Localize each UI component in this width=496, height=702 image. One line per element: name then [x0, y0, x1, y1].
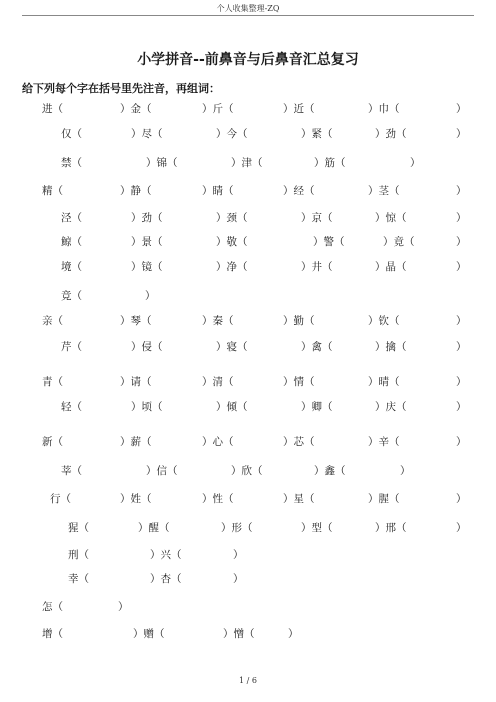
closing-paren: ）: [456, 212, 467, 224]
character-item: 行（: [50, 493, 71, 505]
closing-paren: ）: [456, 236, 467, 248]
character-item: 轻（: [61, 401, 82, 413]
character-item: 鲸（: [61, 236, 82, 248]
closing-paren: ）: [410, 157, 421, 169]
page-title: 小学拼音--前鼻音与后鼻音汇总复习: [137, 52, 359, 68]
page-number: 1 / 6: [239, 676, 257, 685]
character-item: ）今（: [216, 128, 248, 140]
character-item: 泾（: [61, 212, 82, 224]
character-item: ）侵（: [131, 341, 163, 353]
character-item: ）劲（: [131, 212, 163, 224]
closing-paren: ）: [118, 601, 129, 613]
exercise-row: [0, 571, 496, 587]
character-item: ）颈（: [216, 212, 248, 224]
closing-paren: ）: [456, 376, 467, 388]
character-item: ）姓（: [120, 493, 152, 505]
character-item: ）晴（: [368, 376, 400, 388]
character-item: ）憎（: [223, 628, 255, 640]
character-item: 竞（: [61, 290, 82, 302]
character-item: ）晶（: [375, 261, 407, 273]
closing-paren: ）: [233, 573, 244, 585]
character-item: ）情（: [283, 376, 315, 388]
character-item: ）腥（: [368, 493, 400, 505]
character-item: ）金（: [120, 103, 152, 115]
character-item: 幸（: [68, 573, 89, 585]
character-item: ）兴（: [150, 549, 182, 561]
exercise-row: [0, 434, 496, 450]
closing-paren: ）: [288, 628, 299, 640]
character-item: ）镜（: [131, 261, 163, 273]
character-item: ）寝（: [216, 341, 248, 353]
character-item: ）秦（: [202, 315, 234, 327]
character-item: 青（: [42, 376, 63, 388]
character-item: 进（: [42, 103, 63, 115]
closing-paren: ）: [456, 401, 467, 413]
closing-paren: ）: [456, 493, 467, 505]
closing-paren: ）: [456, 261, 467, 273]
exercise-row: [0, 339, 496, 355]
exercise-row: [0, 399, 496, 415]
character-item: ）净（: [216, 261, 248, 273]
character-item: ）斤（: [202, 103, 234, 115]
character-item: ）请（: [120, 376, 152, 388]
character-item: ）鑫（: [314, 465, 346, 477]
exercise-row: [0, 626, 496, 642]
exercise-row: [0, 463, 496, 479]
character-item: 禁（: [61, 157, 82, 169]
character-item: ）巾（: [368, 103, 400, 115]
exercise-row: [0, 155, 496, 171]
instruction-text: 给下列每个字在括号里先注音，再组词：: [22, 82, 220, 95]
character-item: ）京（: [301, 212, 333, 224]
closing-paren: ）: [400, 465, 411, 477]
character-item: ）惊（: [375, 212, 407, 224]
character-item: ）性（: [202, 493, 234, 505]
closing-paren: ）: [456, 103, 467, 115]
character-item: ）敬（: [216, 236, 248, 248]
character-item: ）倾（: [216, 401, 248, 413]
page-header-note: 个人收集整理-ZQ: [216, 4, 280, 13]
character-item: 亲（: [42, 315, 63, 327]
character-item: ）筋（: [314, 157, 346, 169]
character-item: 境（: [61, 261, 82, 273]
closing-paren: ）: [456, 315, 467, 327]
exercise-row: [0, 101, 496, 117]
exercise-row: [0, 313, 496, 329]
header-divider: [22, 15, 474, 16]
character-item: ）劲（: [375, 128, 407, 140]
character-item: ）赠（: [133, 628, 165, 640]
exercise-row: [0, 210, 496, 226]
character-item: 芹（: [61, 341, 82, 353]
character-item: ）竟（: [383, 236, 415, 248]
closing-paren: ）: [456, 436, 467, 448]
character-item: 仅（: [61, 128, 82, 140]
character-item: 刑（: [68, 549, 89, 561]
character-item: ）警（: [313, 236, 345, 248]
character-item: ）星（: [283, 493, 315, 505]
character-item: ）井（: [301, 261, 333, 273]
closing-paren: ）: [456, 128, 467, 140]
character-item: ）紧（: [301, 128, 333, 140]
character-item: ）静（: [120, 185, 152, 197]
character-item: ）邢（: [375, 522, 407, 534]
character-item: ）芯（: [283, 436, 315, 448]
character-item: ）庆（: [375, 401, 407, 413]
exercise-row: [0, 259, 496, 275]
character-item: ）辛（: [368, 436, 400, 448]
character-item: ）醒（: [138, 522, 170, 534]
closing-paren: ）: [456, 185, 467, 197]
character-item: ）近（: [283, 103, 315, 115]
character-item: 猩（: [68, 522, 89, 534]
character-item: ）景（: [131, 236, 163, 248]
character-item: ）勤（: [283, 315, 315, 327]
closing-paren: ）: [145, 290, 156, 302]
character-item: ）心（: [202, 436, 234, 448]
character-item: ）睛（: [202, 185, 234, 197]
character-item: ）信（: [146, 465, 178, 477]
character-item: ）杏（: [150, 573, 182, 585]
character-item: 莘（: [61, 465, 82, 477]
character-item: ）琴（: [120, 315, 152, 327]
character-item: ）擒（: [375, 341, 407, 353]
exercise-row: [0, 374, 496, 390]
exercise-row: [0, 491, 496, 507]
character-item: ）禽（: [301, 341, 333, 353]
exercise-row: [0, 234, 496, 250]
exercise-row: [0, 547, 496, 563]
character-item: ）形（: [221, 522, 253, 534]
character-item: ）型（: [301, 522, 333, 534]
character-item: ）茎（: [368, 185, 400, 197]
closing-paren: ）: [456, 341, 467, 353]
character-item: ）顷（: [131, 401, 163, 413]
character-item: ）钦（: [368, 315, 400, 327]
character-item: ）清（: [202, 376, 234, 388]
character-item: ）经（: [283, 185, 315, 197]
character-item: 精（: [42, 185, 63, 197]
character-item: 怎（: [42, 601, 63, 613]
closing-paren: ）: [233, 549, 244, 561]
character-item: 新（: [42, 436, 63, 448]
exercise-row: [0, 599, 496, 615]
character-item: 增（: [42, 628, 63, 640]
closing-paren: ）: [456, 522, 467, 534]
character-item: ）薪（: [120, 436, 152, 448]
exercise-row: [0, 183, 496, 199]
exercise-row: [0, 520, 496, 536]
exercise-row: [0, 288, 496, 304]
character-item: ）津（: [231, 157, 263, 169]
exercise-row: [0, 126, 496, 142]
character-item: ）卿（: [301, 401, 333, 413]
character-item: ）欣（: [231, 465, 263, 477]
character-item: ）锦（: [146, 157, 178, 169]
character-item: ）尽（: [131, 128, 163, 140]
